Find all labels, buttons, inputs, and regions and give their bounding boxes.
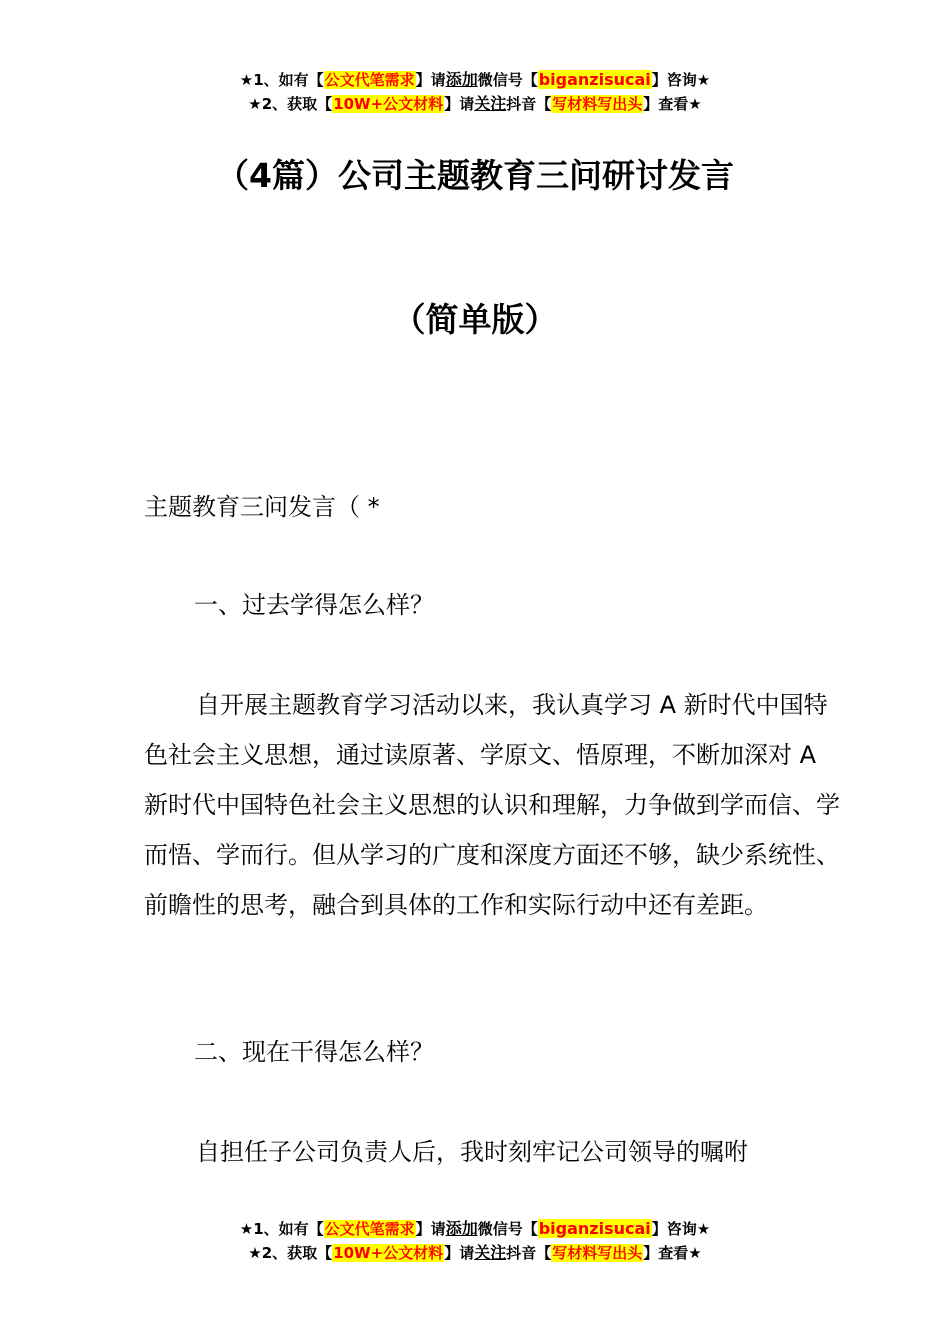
banner-text: 抖音【 <box>506 95 552 113</box>
banner-line-2 <box>0 92 950 116</box>
paragraph-1: 自开展主题教育学习活动以来，我认真学习 A 新时代中国特色社会主义思想，通过读原著、学原文、悟原理，不断加深对 A 新时代中国特色社会主义思想的认识和理解，力争做到学而信、学而悟、学而行。但从学习的广度和深度方面还不够，缺少系统性、前瞻性的思考，融合到具体的工作和实际行动中还有差距。 <box>144 691 840 919</box>
banner-wechat-id: biganzisucai <box>538 70 651 89</box>
document-subtitle: （简单版） <box>392 300 558 339</box>
banner-text: 】请 <box>444 95 475 113</box>
banner-text: 】请 <box>415 71 446 89</box>
banner-wechat-id: biganzisucai <box>538 1219 651 1238</box>
banner-text: ★2、获取【 <box>248 1244 333 1262</box>
header-banner <box>0 68 950 116</box>
banner-highlight: 公文代笔需求 <box>324 71 415 89</box>
section-heading-1: 一、过去学得怎么样？ <box>194 591 434 619</box>
banner-text: 】请 <box>415 1220 446 1238</box>
banner-highlight: 10W+公文材料 <box>333 1244 444 1262</box>
banner-highlight: 写材料写出头 <box>552 1244 643 1262</box>
section-heading-2: 二、现在干得怎么样？ <box>194 1038 434 1066</box>
banner-underlined: 添加 <box>445 70 478 89</box>
banner-text: 抖音【 <box>506 1244 552 1262</box>
footer-banner <box>0 1217 950 1265</box>
lead-line: 主题教育三问发言（ * <box>144 493 380 521</box>
banner-text: 】咨询★ <box>651 1220 711 1238</box>
banner-highlight: 写材料写出头 <box>552 95 643 113</box>
banner-underlined: 关注 <box>474 1243 507 1262</box>
document-title: （4篇）公司主题教育三问研讨发言 <box>216 156 734 195</box>
banner-text: 】请 <box>444 1244 475 1262</box>
banner-line-1 <box>0 1217 950 1241</box>
banner-text: ★1、如有【 <box>239 1220 324 1238</box>
banner-underlined: 添加 <box>445 1219 478 1238</box>
banner-text: 微信号【 <box>477 1220 538 1238</box>
banner-text: 】查看★ <box>643 95 702 113</box>
banner-underlined: 关注 <box>474 94 507 113</box>
banner-text: 】查看★ <box>643 1244 702 1262</box>
paragraph-2: 自担任子公司负责人后，我时刻牢记公司领导的嘱咐 <box>196 1138 748 1166</box>
banner-text: 】咨询★ <box>651 71 711 89</box>
banner-text: ★2、获取【 <box>248 95 333 113</box>
banner-highlight: 10W+公文材料 <box>333 95 444 113</box>
banner-text: ★1、如有【 <box>239 71 324 89</box>
banner-highlight: 公文代笔需求 <box>324 1220 415 1238</box>
banner-text: 微信号【 <box>477 71 538 89</box>
banner-line-1 <box>0 68 950 92</box>
banner-line-2 <box>0 1241 950 1265</box>
